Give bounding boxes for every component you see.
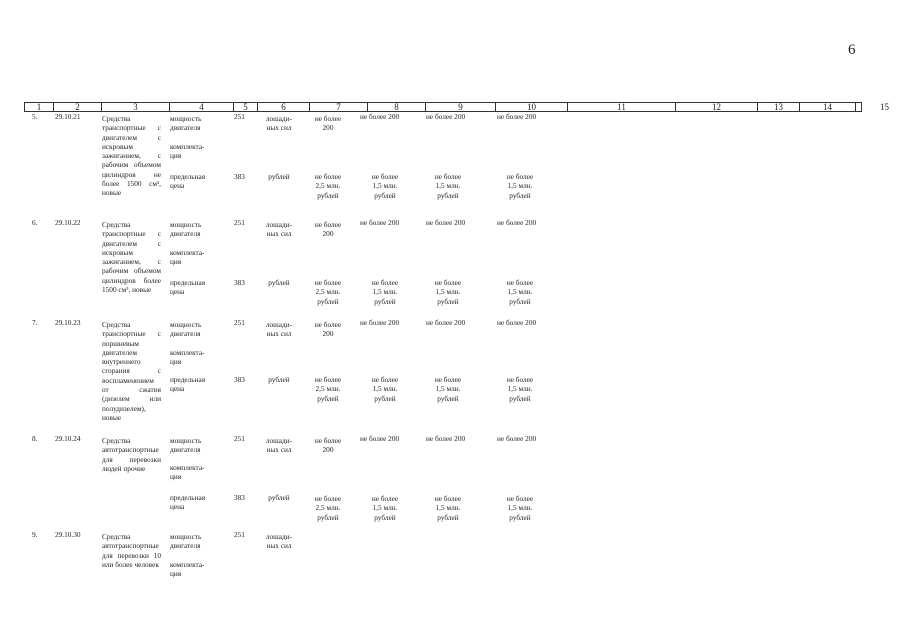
header-col-14: 14 bbox=[799, 103, 855, 111]
row-number: 9. bbox=[32, 530, 38, 539]
value-col10: не более 1,5 млн. рублей bbox=[506, 375, 534, 403]
indicator-kit: комплекта- ция bbox=[170, 348, 205, 367]
row-number: 7. bbox=[32, 318, 38, 327]
header-col-15: 15 bbox=[855, 103, 898, 111]
value-col8: не более 200 bbox=[360, 318, 400, 327]
value-col9: не более 200 bbox=[426, 434, 466, 443]
value-col8: не более 1,5 млн. рублей bbox=[371, 494, 399, 522]
header-col-7: 7 bbox=[309, 103, 367, 111]
row-number: 6. bbox=[32, 218, 38, 227]
value-col10: не более 200 bbox=[497, 318, 537, 327]
value-col9: не более 200 bbox=[426, 112, 466, 121]
value-col10: не более 1,5 млн. рублей bbox=[506, 278, 534, 306]
indicator-power: мощность двигателя bbox=[170, 532, 202, 551]
unit-code: 383 bbox=[234, 278, 245, 287]
value-col7: не более 2,5 млн. рублей bbox=[314, 278, 342, 306]
value-col10: не более 1,5 млн. рублей bbox=[506, 172, 534, 200]
value-col7: не более 200 bbox=[314, 220, 342, 239]
indicator-power: мощность двигателя bbox=[170, 114, 202, 133]
value-col7: не более 2,5 млн. рублей bbox=[314, 375, 342, 403]
unit-name: лошади- ных сил bbox=[265, 114, 293, 133]
value-col9: не более 200 bbox=[426, 218, 466, 227]
unit-code: 251 bbox=[234, 530, 245, 539]
indicator-kit: комплекта- ция bbox=[170, 463, 205, 482]
value-col8: не более 200 bbox=[360, 218, 400, 227]
unit-name: рублей bbox=[268, 278, 290, 287]
row-number: 8. bbox=[32, 434, 38, 443]
page-number: 6 bbox=[848, 42, 856, 58]
unit-code: 251 bbox=[234, 112, 245, 121]
value-col10: не более 200 bbox=[497, 218, 537, 227]
okpd-code: 29.10.22 bbox=[55, 218, 81, 227]
unit-code: 251 bbox=[234, 218, 245, 227]
indicator-power: мощность двигателя bbox=[170, 436, 202, 455]
unit-code: 251 bbox=[234, 318, 245, 327]
value-col7: не более 200 bbox=[314, 436, 342, 455]
value-col8: не более 1,5 млн. рублей bbox=[371, 278, 399, 306]
item-name: Средства автотранспортные для перевозки 10 или более человек bbox=[102, 532, 161, 569]
unit-code: 383 bbox=[234, 172, 245, 181]
table-header bbox=[24, 102, 889, 112]
indicator-price: предельная цена bbox=[170, 375, 206, 394]
value-col10: не более 200 bbox=[497, 434, 537, 443]
okpd-code: 29.10.30 bbox=[55, 530, 81, 539]
header-col-5: 5 bbox=[233, 103, 257, 111]
indicator-kit: комплекта- ция bbox=[170, 560, 205, 579]
indicator-power: мощность двигателя bbox=[170, 320, 202, 339]
value-col9: не более 1,5 млн. рублей bbox=[434, 375, 462, 403]
header-col-10: 10 bbox=[495, 103, 567, 111]
header-col-8: 8 bbox=[367, 103, 425, 111]
header-col-2: 2 bbox=[53, 103, 101, 111]
value-col10: не более 200 bbox=[497, 112, 537, 121]
header-col-6: 6 bbox=[257, 103, 309, 111]
header-col-12: 12 bbox=[675, 103, 757, 111]
value-col8: не более 1,5 млн. рублей bbox=[371, 375, 399, 403]
item-name: Средства автотранспортные для перевозки людей прочие bbox=[102, 436, 161, 473]
unit-name: лошади- ных сил bbox=[265, 220, 293, 239]
value-col7: не более 200 bbox=[314, 320, 342, 339]
unit-name: рублей bbox=[268, 493, 290, 502]
indicator-price: предельная цена bbox=[170, 493, 206, 512]
unit-code: 383 bbox=[234, 493, 245, 502]
unit-code: 251 bbox=[234, 434, 245, 443]
unit-name: лошади- ных сил bbox=[265, 320, 293, 339]
unit-name: рублей bbox=[268, 375, 290, 384]
unit-name: лошади- ных сил bbox=[265, 532, 293, 551]
header-col-3: 3 bbox=[101, 103, 169, 111]
item-name: Средства транспортные с двигателем с искровым зажиганием, с рабочим объемом цилиндров не более 1500 см³, новые bbox=[102, 114, 161, 198]
value-col7: не более 2,5 млн. рублей bbox=[314, 172, 342, 200]
item-name: Средства транспортные с двигателем с искровым зажиганием, с рабочим объемом цилиндров более 1500 см³, новые bbox=[102, 220, 161, 295]
unit-name: рублей bbox=[268, 172, 290, 181]
header-col-9: 9 bbox=[425, 103, 495, 111]
indicator-kit: комплекта- ция bbox=[170, 142, 205, 161]
indicator-price: предельная цена bbox=[170, 172, 206, 191]
indicator-power: мощность двигателя bbox=[170, 220, 202, 239]
header-col-4: 4 bbox=[169, 103, 233, 111]
okpd-code: 29.10.23 bbox=[55, 318, 81, 327]
header-col-11: 11 bbox=[567, 103, 675, 111]
okpd-code: 29.10.24 bbox=[55, 434, 81, 443]
value-col10: не более 1,5 млн. рублей bbox=[506, 494, 534, 522]
indicator-kit: комплекта- ция bbox=[170, 248, 205, 267]
okpd-code: 29.10.21 bbox=[55, 112, 81, 121]
unit-code: 383 bbox=[234, 375, 245, 384]
value-col8: не более 200 bbox=[360, 112, 400, 121]
value-col7: не более 200 bbox=[314, 114, 342, 133]
row-number: 5. bbox=[32, 112, 38, 121]
value-col8: не более 1,5 млн. рублей bbox=[371, 172, 399, 200]
value-col7: не более 2,5 млн. рублей bbox=[314, 494, 342, 522]
value-col9: не более 1,5 млн. рублей bbox=[434, 278, 462, 306]
unit-name: лошади- ных сил bbox=[265, 436, 293, 455]
value-col8: не более 200 bbox=[360, 434, 400, 443]
header-col-1: 1 bbox=[36, 102, 42, 112]
header-col-13: 13 bbox=[757, 103, 799, 111]
value-col9: не более 200 bbox=[426, 318, 466, 327]
item-name: Средства транспортные с поршневым двигателем внутреннего сгорания с воспламенением от сжатия (дизелем или полудизелем), новые bbox=[102, 320, 161, 422]
indicator-price: предельная цена bbox=[170, 278, 206, 297]
value-col9: не более 1,5 млн. рублей bbox=[434, 494, 462, 522]
value-col9: не более 1,5 млн. рублей bbox=[434, 172, 462, 200]
